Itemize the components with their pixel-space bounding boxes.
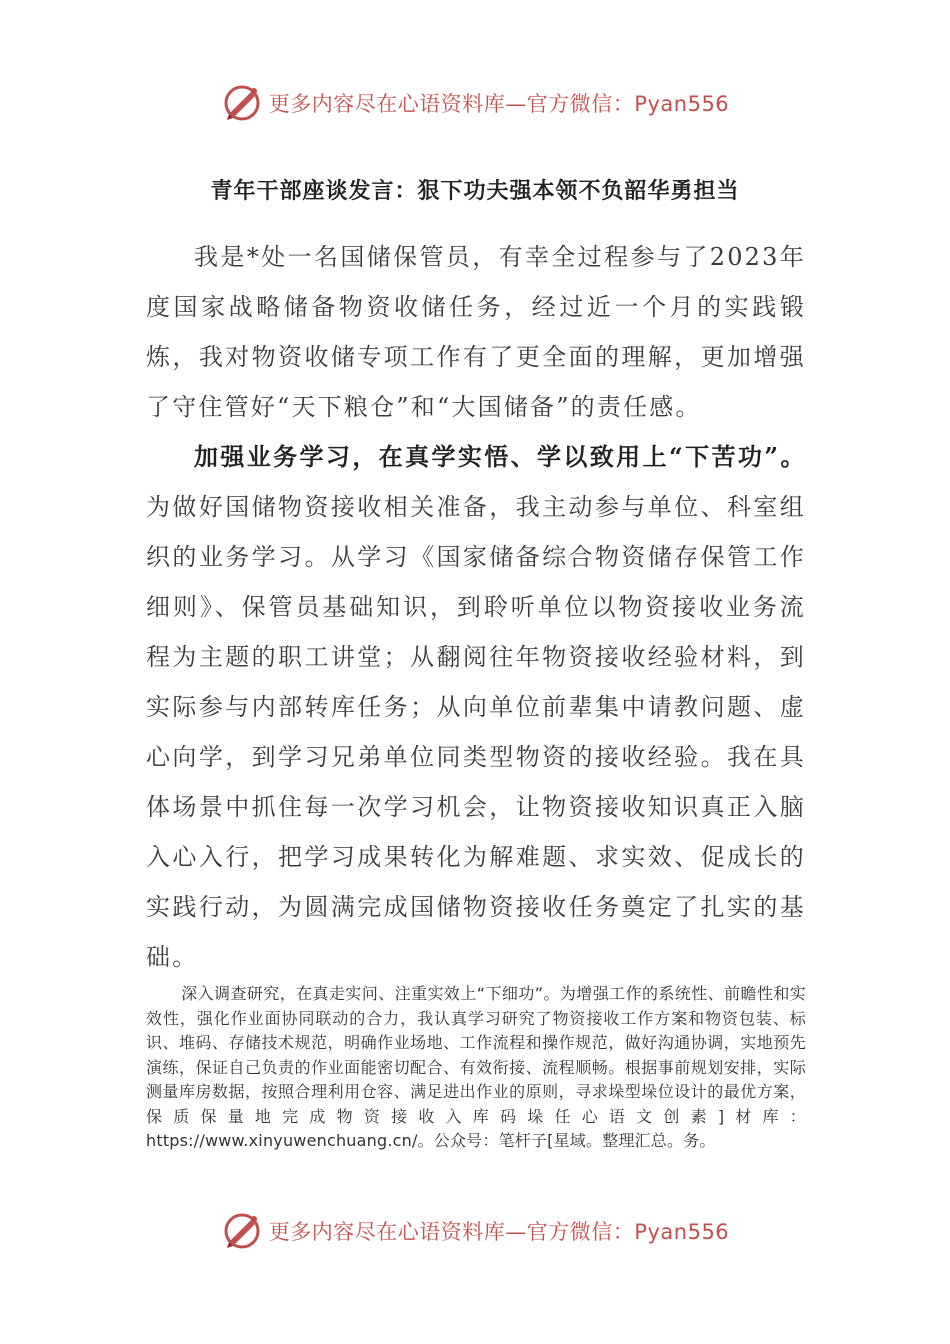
header-banner-text: 更多内容尽在心语资料库—官方微信：Pyan556 bbox=[268, 92, 730, 116]
pen-circle-logo-icon bbox=[221, 82, 263, 124]
paragraph-2-lead: 加强业务学习，在真学实悟、学以致用上“下苦功”。 bbox=[194, 442, 806, 471]
paragraph-3-text: 深入调查研究，在真走实问、注重实效上“下细功”。为增强工作的系统性、前瞻性和实效性，强化作业面协同联动的合力，我认真学习研究了物资接收工作方案和物资包装、标识、堆码、存储技术规范，明确作业场地、工作流程和操作规范，做好沟通协调，实地预先演练，保证自己负责的作业面能密切配合、有效衔接、流程顺畅。根据事前规划安排，实际测量库房数据，按照合理利用仓容、满足进出作业的原则，寻求垛型垛位设计的最优方案，保质保量地完成物资接收入库码垛任心语文创素]材库：https://www.xinyuwenchuang.cn/。公众号：笔杆子[星域。整理汇总。务。 bbox=[146, 984, 806, 1150]
footer-banner-text: 更多内容尽在心语资料库—官方微信：Pyan556 bbox=[268, 1220, 730, 1244]
header-banner bbox=[0, 78, 950, 128]
paragraph-2 bbox=[146, 432, 806, 982]
document-title: 青年干部座谈发言：狠下功夫强本领不负韶华勇担当 bbox=[210, 178, 740, 204]
pen-circle-logo-icon bbox=[221, 1210, 263, 1252]
paragraph-1-text: 我是*处一名国储保管员，有幸全过程参与了2023年度国家战略储备物资收储任务，经过近一个月的实践锻炼，我对物资收储专项工作有了更全面的理解，更加增强了守住管好“天下粮仓”和“大国储备”的责任感。 bbox=[146, 243, 806, 421]
paragraph-3 bbox=[146, 982, 806, 1154]
paragraph-2-body bbox=[146, 432, 806, 982]
footer-banner bbox=[0, 1206, 950, 1256]
paragraph-1 bbox=[146, 232, 806, 432]
paragraph-2-text: 为做好国储物资接收相关准备，我主动参与单位、科室组织的业务学习。从学习《国家储备综合物资储存保管工作细则》、保管员基础知识，到聆听单位以物资接收业务流程为主题的职工讲堂；从翻阅往年物资接收经验材料，到实际参与内部转库任务；从向单位前辈集中请教问题、虚心向学，到学习兄弟单位同类型物资的接收经验。我在具体场景中抓住每一次学习机会，让物资接收知识真正入脑入心入行，把学习成果转化为解难题、求实效、促成长的实践行动，为圆满完成国储物资接收任务奠定了扎实的基础。 bbox=[146, 493, 806, 971]
